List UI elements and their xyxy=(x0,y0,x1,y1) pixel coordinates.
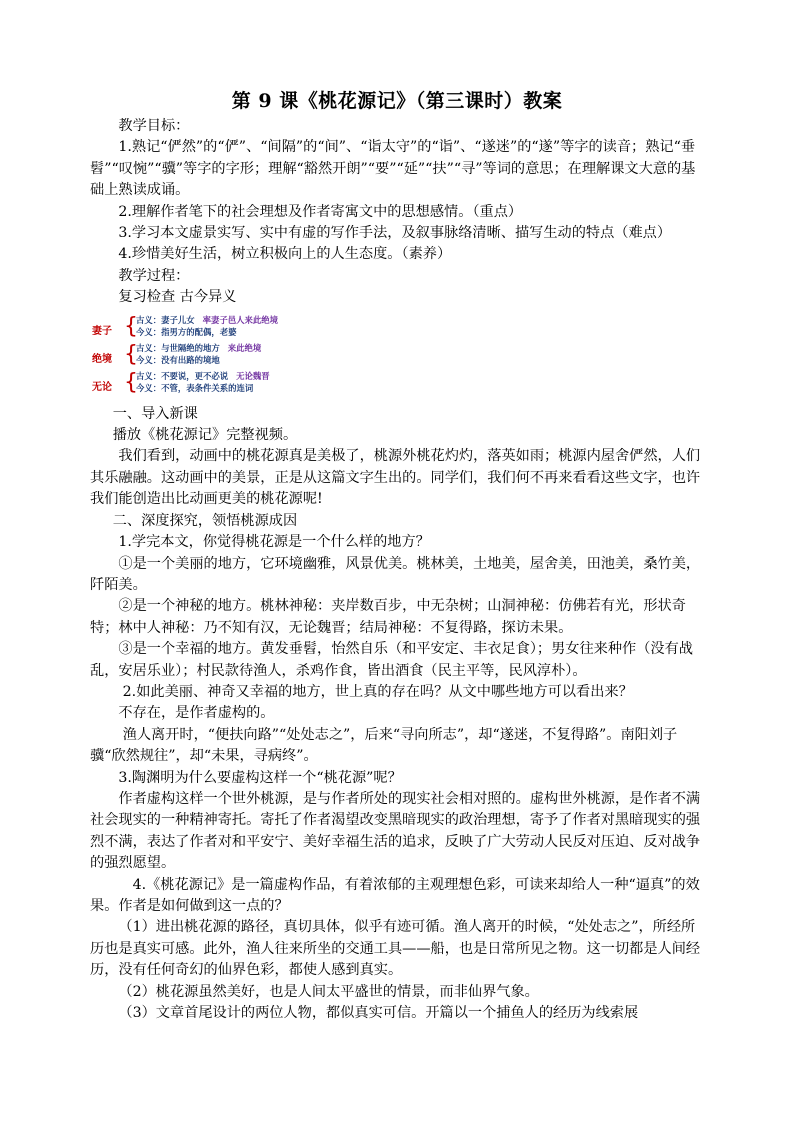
gujin-old-meaning: 古义：不要说，更不必说 无论魏晋 xyxy=(136,370,270,381)
answer-point: ②是一个神秘的地方。桃林神秘：夹岸数百步，中无杂树；山洞神秘：仿佛若有光，形状奇特；林中人神秘：乃不知有汉，无论魏晋；结局神秘：不复得路，探访未果。 xyxy=(90,598,686,636)
gujin-example: 来此绝境 xyxy=(227,342,262,353)
goal-1: 1.熟记“俨然”的“俨”、“间隔”的“间”、“诣太守”的“诣”、“遂迷”的“遂”等字的读音；熟记“垂髫”“叹惋”“骥”等字的字形；理解“豁然开朗”“要”“延”“扶”“寻”等词的意思；在理解课文大意的基础上熟读成诵。 xyxy=(90,139,696,199)
gujin-example: 无论魏晋 xyxy=(236,370,270,381)
goal-4: 4.珍惜美好生活，树立积极向上的人生态度。（素养） xyxy=(118,246,452,263)
section-heading-process: 教学过程： xyxy=(118,267,190,284)
answer-point: （2）桃花源虽然美好，也是人间太平盛世的情景，而非仙界气象。 xyxy=(118,983,539,1000)
gujin-word: 绝境 xyxy=(92,353,112,365)
brace-icon: { xyxy=(124,313,138,339)
brace-icon: { xyxy=(124,369,138,395)
question-3: 3.陶渊明为什么要虚构这样一个“桃花源”呢？ xyxy=(118,769,402,786)
gujin-new-meaning: 今义：指男方的配偶，老婆 xyxy=(136,326,237,337)
question-1: 1.学完本文，你觉得桃花源是一个什么样的地方？ xyxy=(118,534,430,551)
gujin-word: 妻子 xyxy=(92,325,112,337)
question-2: 2.如此美丽、神奇又幸福的地方，世上真的存在吗？从文中哪些地方可以看出来？ xyxy=(122,683,633,700)
paragraph: 我们看到，动画中的桃花源真是美极了，桃源外桃花灼灼，落英如雨；桃源内屋舍俨然，人们其乐融融。这动画中的美景，正是从这篇文字生出的。同学们，我们何不再来看看这些文字，也许我们能创造出比动画更美的桃花源呢! xyxy=(90,448,701,508)
gujin-new-meaning: 今义：没有出路的境地 xyxy=(136,354,220,365)
section-heading-intro: 一、导入新课 xyxy=(112,405,198,422)
paragraph: 播放《桃花源记》完整视频。 xyxy=(112,427,298,444)
gujin-example: 率妻子邑人来此绝境 xyxy=(202,314,278,325)
answer-point: （1）进出桃花源的路径，真切具体，似乎有迹可循。渔人离开的时候，“处处志之”，所经所历也是真实可感。此外，渔人往来所坐的交通工具——船，也是日常所见之物。这一切都是人间经历，没有任何奇幻的仙界色彩，都使人感到真实。 xyxy=(90,919,701,979)
answer: 作者虚构这样一个世外桃源，是与作者所处的现实社会相对照的。虚构世外桃源，是作者不满社会现实的一种精神寄托。寄托了作者渴望改变黑暗现实的政治理想，寄予了作者对黑暗现实的强烈不满，表达了作者对和平安宁、美好幸福生活的追求，反映了广大劳动人民反对压迫、反对战争的强烈愿望。 xyxy=(90,790,701,872)
document-body xyxy=(90,116,705,1024)
answer: 不存在，是作者虚构的。 xyxy=(118,705,275,722)
gujin-word: 无论 xyxy=(92,381,112,393)
question-4: 4.《桃花源记》是一篇虚构作品，有着浓郁的主观理想色彩，可读来却给人一种“逼真”的效果。作者是如何做到这一点的？ xyxy=(90,876,700,914)
answer-point: （3）文章首尾设计的两位人物，都似真实可信。开篇以一个捕鱼人的经历为线索展 xyxy=(118,1005,639,1022)
gujin-old-meaning: 古义：与世隔绝的地方 来此绝境 xyxy=(136,342,262,353)
goal-2: 2.理解作者笔下的社会理想及作者寄寓文中的思想感情。（重点） xyxy=(118,203,523,220)
brace-icon: { xyxy=(124,341,138,367)
answer: 渔人离开时，“便扶向路”“处处志之”，后来“寻向所志”，却“遂迷，不复得路”。南阳刘子骥“欣然规往”，却“未果，寻病终”。 xyxy=(90,726,678,765)
review-heading: 复习检查 古今异义 xyxy=(118,289,237,306)
gujin-yiyi-figure xyxy=(90,313,705,398)
answer-point: ①是一个美丽的地方，它环境幽雅，风景优美。桃林美，土地美，屋舍美，田池美，桑竹美，阡陌美。 xyxy=(90,555,701,593)
goal-3: 3.学习本文虚景实写、实中有虚的写作手法，及叙事脉络清晰、描写生动的特点（难点） xyxy=(118,225,672,242)
section-heading-goals: 教学目标： xyxy=(118,118,190,134)
gujin-item xyxy=(90,315,390,341)
gujin-new-meaning: 今义：不管，表条件关系的连词 xyxy=(136,382,254,393)
page-title: 第 9 课《桃花源记》（第三课时）教案 xyxy=(231,90,563,112)
gujin-old-meaning: 古义：妻子儿女 率妻子邑人来此绝境 xyxy=(136,314,278,325)
answer-point: ③是一个幸福的地方。黄发垂髫，怡然自乐（和平安定、丰衣足食）；男女往来种作（没有战乱，安居乐业）；村民款待渔人，杀鸡作食，皆出酒食（民主平等，民风淳朴）。 xyxy=(90,641,693,679)
gujin-item xyxy=(90,343,390,369)
section-heading-explore: 二、深度探究，领悟桃源成因 xyxy=(112,512,298,529)
gujin-item xyxy=(90,371,390,397)
